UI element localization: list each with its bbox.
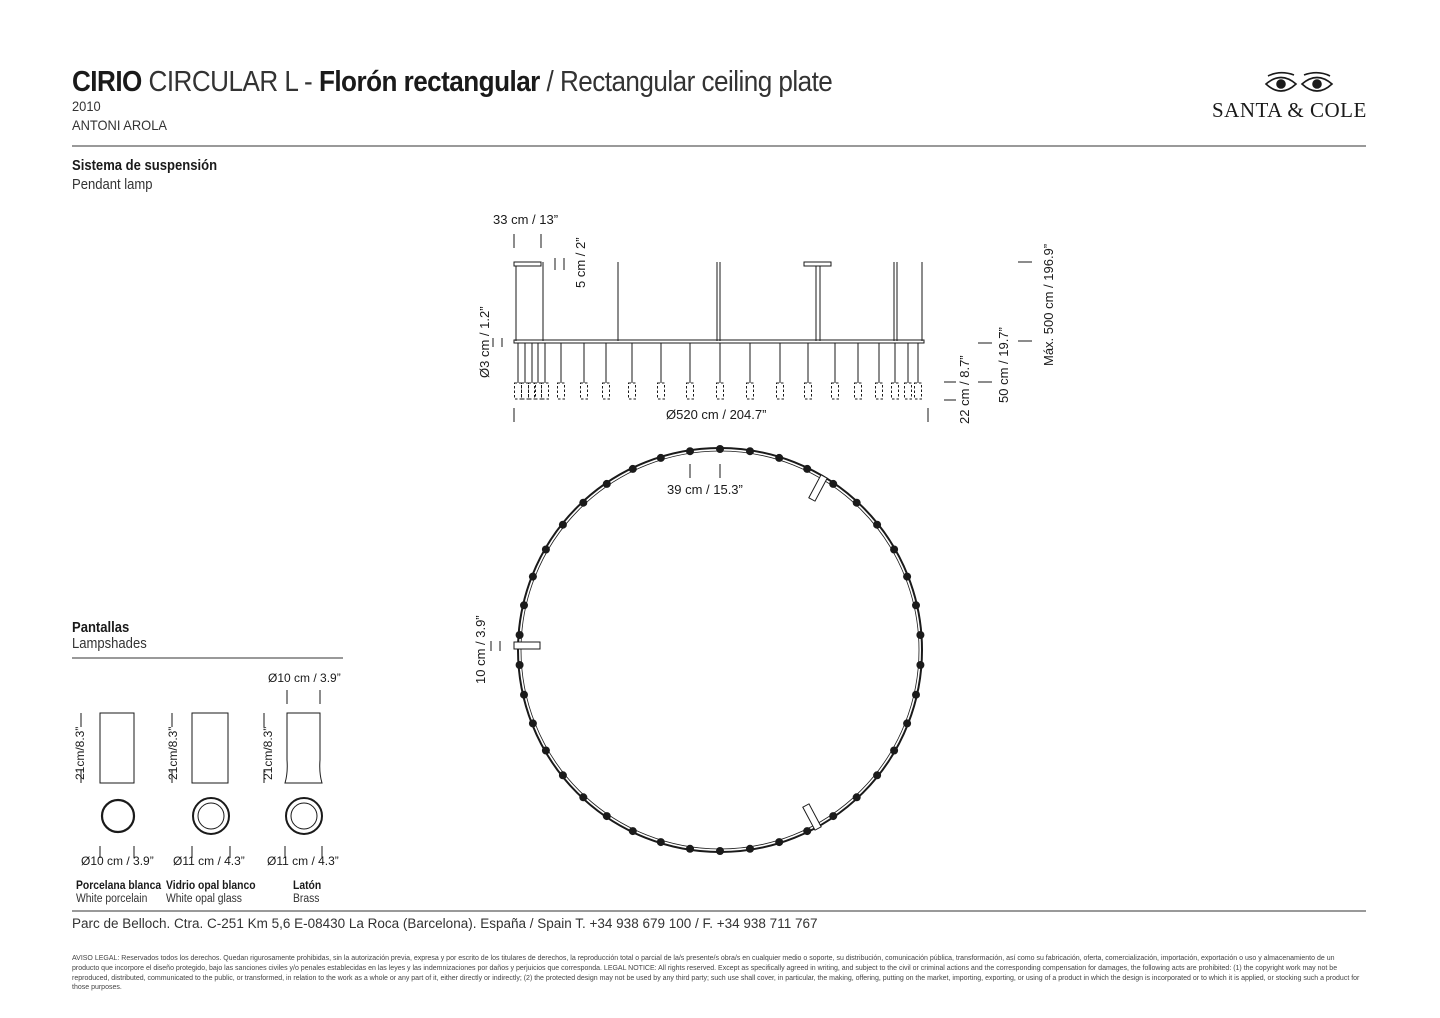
plan-shade-dot [542,546,550,554]
plan-shade-dot [853,793,861,801]
plan-shade-dot [579,499,587,507]
shade-opal-height: 21cm/8.3” [166,726,180,780]
pendant-shade [777,383,784,399]
plan-shade-dot [803,827,811,835]
plan-shade-dot [873,521,881,529]
pendant-shade [915,383,922,399]
plan-shade-dot [629,465,637,473]
plan-shade-dot [912,691,920,699]
plan-plate-top-right [809,475,827,501]
plan-shade-dot [716,847,724,855]
shade-brass-top-diameter: Ø10 cm / 3.9” [268,671,341,685]
plan-shade-dot [803,465,811,473]
ring-plan [518,448,922,852]
pendant-shade [581,383,588,399]
plan-shade-dot [629,827,637,835]
shade-porcelain-diameter: Ø10 cm / 3.9” [81,854,154,868]
plan-shade-dot [657,454,665,462]
dim-tube-diameter: Ø3 cm / 1.2” [477,306,492,378]
plan-shade-dot [903,719,911,727]
dim-drop-length: 50 cm / 19.7” [996,327,1011,403]
dim-max-length: Máx. 500 cm / 196.9” [1041,243,1056,366]
plan-shade-dot [657,838,665,846]
plan-shade-dot [716,445,724,453]
pendant-shade [629,383,636,399]
shade-porcelain-name-en: White porcelain [76,893,148,905]
plan-shade-dot [516,661,524,669]
section-main-subtitle: Pendant lamp [72,177,153,193]
plan-shade-dot [829,812,837,820]
dim-plate-depth: 10 cm / 3.9” [473,615,488,684]
pendant-shade [603,383,610,399]
plan-shade-dot [559,521,567,529]
pendant-shade [535,383,542,399]
plan-shade-dot [912,601,920,609]
shade-porcelain-top [102,800,134,832]
pendant-shade [892,383,899,399]
plan-shade-dot [746,447,754,455]
pendant-shade [529,383,536,399]
pendant-shade [542,383,549,399]
ring-tube-side [514,340,924,343]
product-name-light: CIRCULAR L - [148,66,313,98]
section-shades-title: Pantallas [72,620,130,636]
plan-shade-dot [686,845,694,853]
plan-shade-dot [520,691,528,699]
shade-brass-top [286,798,322,834]
plan-shade-dot [829,480,837,488]
plan-shade-dot [916,631,924,639]
plan-shade-dot [890,747,898,755]
plan-view [491,445,924,855]
pendant-shade [747,383,754,399]
pendant-shade [717,383,724,399]
plan-shade-dot [903,573,911,581]
shade-opal-top [193,798,229,834]
plan-shade-dot [603,480,611,488]
shade-brass-name: Latón [293,880,322,892]
pendant-shade [522,383,529,399]
footer-address: Parc de Belloch. Ctra. C-251 Km 5,6 E-08430 La Roca (Barcelona). España / Spain T. +34 938 679 100 / F. +34 938 711 767 [72,916,818,931]
plan-plate-bottom-right [803,804,821,830]
page-title [72,66,832,99]
shade-brass-diameter: Ø11 cm / 4.3” [267,854,339,868]
plan-shade-dot [853,499,861,507]
shade-brass-height: 21cm/8.3” [261,726,275,780]
shade-opal-name-en: White opal glass [166,893,242,905]
shade-opal-side [192,713,228,783]
plan-shade-dot [559,771,567,779]
section-shades-subtitle: Lampshades [72,636,147,652]
pendant-shade [558,383,565,399]
plan-shade-dot [686,447,694,455]
dim-ring-diameter: Ø520 cm / 204.7” [666,407,767,422]
designer: ANTONI AROLA [72,117,167,133]
shade-brass-side [285,713,322,783]
plan-plate-left [514,642,540,649]
year: 2010 [72,98,101,114]
shade-opal-diameter: Ø11 cm / 4.3” [173,854,245,868]
product-name-bold: CIRIO [72,66,142,98]
plan-shade-dot [775,838,783,846]
plan-shade-dot [542,747,550,755]
pendant-shade [876,383,883,399]
shade-porcelain-side [100,713,134,783]
pendant-shade [805,383,812,399]
dim-plate-height: 5 cm / 2” [573,237,588,288]
pendant-shade [658,383,665,399]
variant-name-bold: Florón rectangular [318,66,540,98]
section-main-title: Sistema de suspensión [72,158,218,174]
plan-shade-dot [873,771,881,779]
plan-shade-dot [916,661,924,669]
ceiling-plate-left [514,262,541,266]
plan-shade-dot [520,601,528,609]
shade-opal-name: Vidrio opal blanco [166,880,256,892]
shades-drawings [81,690,322,858]
plan-shade-dot [579,793,587,801]
plan-shade-dot [746,845,754,853]
shade-porcelain-height: 21cm/8.3” [73,726,87,780]
pendant-shade [687,383,694,399]
plan-shade-dot [603,812,611,820]
dim-spacing: 39 cm / 15.3” [667,482,743,497]
plan-shade-dot [775,454,783,462]
pendant-shade [905,383,912,399]
brand-name: SANTA & COLE [1212,98,1367,122]
variant-name-light: / Rectangular ceiling plate [546,66,833,98]
legal-notice: AVISO LEGAL: Reservados todos los derechos. Quedan rigurosamente prohibidas, sin la autorización previa, expresa y por escrito de los titulares de derechos, la reproducción total o parcial de la/s presente/s obra/s en cualquier medio o soporte, su distribución, comunicación pública, transformación, así como su fabricación, oferta, comercialización, importación, exportación o uso y almacenamiento de un producto que incorpore el diseño protegido, bajo las sanciones civiles y/o penales establecidas en las leyes y las indemnizaciones por daños y perjuicios que corresponda. LEGAL NOTICE: All rights reserved. Except as specifically agreed in writing, and subject to the civil or criminal actions and the corresponding compensation for damages, the following acts are prohibited: (1) the copyright work may not be reproduced, distributed, communicated to the public, or transformed, in relation to the work as a whole or any part of it, either directly or indirectly; (2) the protected design may not be used by any third party; such use shall cover, in particular, the making, offering, putting on the market, importing, exporting, or using of a product in which the design is incorporated or to which it is applied, or stocking such a product for those purposes. [72,955,1360,992]
plan-shade-dot [516,631,524,639]
shade-porcelain-name: Porcelana blanca [76,880,162,892]
plan-shade-dot [529,573,537,581]
shade-brass-name-en: Brass [293,893,320,905]
ceiling-plate-right [804,262,831,266]
plan-shade-dot [529,719,537,727]
pendant-shade [832,383,839,399]
pendant-shade [855,383,862,399]
dim-plate-width: 33 cm / 13” [493,212,559,227]
plan-shade-dot [890,546,898,554]
pendant-shade [515,383,522,399]
eyes-logo-icon [1266,73,1332,91]
dim-shade-height: 22 cm / 8.7” [957,355,972,424]
